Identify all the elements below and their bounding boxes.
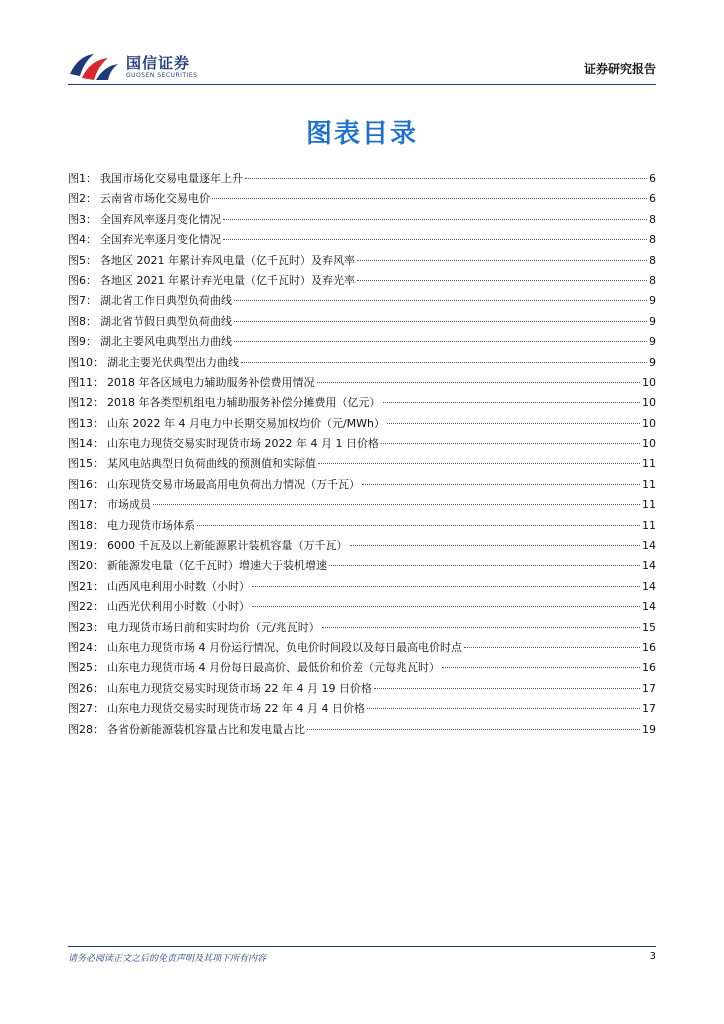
toc-entry-page: 9 — [649, 314, 656, 328]
toc-leader-dots — [252, 606, 640, 607]
toc-entry-title: 全国弃风率逐月变化情况 — [100, 212, 221, 226]
guosen-logo-icon — [68, 50, 120, 82]
toc-entry-page: 19 — [642, 722, 656, 736]
toc-entry-number: 图11： — [68, 375, 104, 389]
toc-entry[interactable] — [68, 659, 656, 679]
toc-entry[interactable] — [68, 700, 656, 720]
toc-title: 图表目录 — [305, 119, 418, 149]
toc-entry-title: 山西光伏利用小时数（小时） — [107, 600, 250, 614]
toc-entry-number: 图14： — [68, 437, 104, 451]
toc-entry-number: 图21： — [68, 579, 104, 593]
toc-entry[interactable] — [68, 557, 656, 577]
toc-entry-page: 16 — [642, 640, 656, 654]
toc-entry[interactable] — [68, 598, 656, 618]
toc-leader-dots — [464, 647, 640, 648]
toc-leader-dots — [234, 321, 647, 322]
toc-entry-number: 图6： — [68, 273, 97, 287]
toc-entry-title: 山东电力现货市场 4 月份运行情况、负电价时间段以及每日最高电价时点 — [107, 640, 462, 654]
toc-entry-page: 14 — [642, 579, 656, 593]
toc-entry-title: 电力现货市场体系 — [107, 518, 195, 532]
toc-leader-dots — [329, 565, 640, 566]
toc-entry[interactable] — [68, 252, 656, 272]
toc-entry-page: 10 — [642, 437, 656, 451]
toc-entry-number: 图15： — [68, 457, 104, 471]
toc-entry-number: 图9： — [68, 335, 97, 349]
toc-leader-dots — [322, 627, 640, 628]
toc-entry-page: 9 — [649, 355, 656, 369]
toc-entry[interactable] — [68, 721, 656, 741]
toc-entry-page: 11 — [642, 457, 656, 471]
toc-entry-number: 图2： — [68, 192, 97, 206]
toc-entry[interactable] — [68, 190, 656, 210]
toc-entry-title: 电力现货市场日前和实时均价（元/兆瓦时） — [107, 620, 320, 634]
toc-entry[interactable] — [68, 272, 656, 292]
toc-entry-page: 11 — [642, 518, 656, 532]
toc-entry[interactable] — [68, 211, 656, 231]
toc-entry-title: 山东现货交易市场最高用电负荷出力情况（万千瓦） — [107, 477, 360, 491]
toc-entry[interactable] — [68, 435, 656, 455]
table-of-figures — [68, 170, 656, 741]
toc-entry-page: 14 — [642, 539, 656, 553]
footer-divider — [68, 946, 656, 947]
page-number: 3 — [649, 951, 656, 962]
toc-entry-title: 山东电力现货交易实时现货市场 22 年 4 月 4 日价格 — [107, 702, 365, 716]
toc-entry[interactable] — [68, 354, 656, 374]
toc-entry[interactable] — [68, 313, 656, 333]
toc-entry-number: 图13： — [68, 416, 104, 430]
toc-entry-title: 山东电力现货交易实时现货市场 22 年 4 月 19 日价格 — [107, 681, 372, 695]
toc-leader-dots — [223, 239, 647, 240]
toc-entry-number: 图20： — [68, 559, 104, 573]
toc-entry[interactable] — [68, 333, 656, 353]
toc-leader-dots — [357, 280, 647, 281]
guosen-logo — [68, 48, 208, 84]
toc-entry-title: 湖北主要风电典型出力曲线 — [100, 335, 232, 349]
toc-entry-page: 9 — [649, 335, 656, 349]
toc-leader-dots — [212, 198, 647, 199]
footer-disclaimer: 请务必阅读正文之后的免责声明及其项下所有内容 — [68, 954, 267, 964]
toc-entry-title: 湖北主要光伏典型出力曲线 — [107, 355, 239, 369]
toc-entry-number: 图25： — [68, 661, 104, 675]
toc-entry-page: 14 — [642, 600, 656, 614]
toc-leader-dots — [223, 219, 647, 220]
toc-entry-page: 6 — [649, 172, 656, 185]
toc-leader-dots — [317, 382, 641, 383]
toc-leader-dots — [234, 300, 647, 301]
toc-entry-number: 图5： — [68, 253, 97, 267]
toc-entry-title: 市场成员 — [107, 498, 151, 512]
toc-leader-dots — [387, 423, 640, 424]
toc-entry-page: 6 — [649, 192, 656, 206]
toc-entry[interactable] — [68, 170, 656, 190]
toc-entry-title: 2018 年各区域电力辅助服务补偿费用情况 — [107, 375, 315, 389]
toc-entry-page: 10 — [642, 375, 656, 389]
toc-entry[interactable] — [68, 680, 656, 700]
toc-entry-title: 云南省市场化交易电价 — [100, 192, 210, 206]
toc-leader-dots — [197, 525, 640, 526]
toc-entry-number: 图1： — [68, 172, 97, 185]
toc-entry[interactable] — [68, 639, 656, 659]
toc-entry[interactable] — [68, 517, 656, 537]
toc-leader-dots — [350, 545, 641, 546]
toc-leader-dots — [234, 341, 647, 342]
toc-entry-number: 图18： — [68, 518, 104, 532]
toc-leader-dots — [374, 688, 640, 689]
toc-entry-title: 新能源发电量（亿千瓦时）增速大于装机增速 — [107, 559, 327, 573]
toc-entry-title: 各省份新能源装机容量占比和发电量占比 — [107, 722, 305, 736]
toc-entry-number: 图8： — [68, 314, 97, 328]
toc-entry-number: 图19： — [68, 539, 104, 553]
toc-leader-dots — [362, 484, 640, 485]
toc-entry-page: 8 — [649, 233, 656, 247]
toc-leader-dots — [252, 586, 640, 587]
toc-entry[interactable] — [68, 496, 656, 516]
toc-leader-dots — [318, 463, 640, 464]
toc-entry[interactable] — [68, 619, 656, 639]
toc-entry-page: 10 — [642, 416, 656, 430]
toc-entry-number: 图10： — [68, 355, 104, 369]
toc-leader-dots — [381, 443, 640, 444]
toc-entry-page: 15 — [642, 620, 656, 634]
toc-entry-title: 山东电力现货交易实时现货市场 2022 年 4 月 1 日价格 — [107, 437, 379, 451]
toc-leader-dots — [307, 729, 640, 730]
toc-entry-title: 各地区 2021 年累计弃光电量（亿千瓦时）及弃光率 — [100, 273, 355, 287]
toc-entry[interactable] — [68, 455, 656, 475]
toc-entry-page: 11 — [642, 477, 656, 491]
toc-leader-dots — [245, 178, 647, 179]
toc-entry[interactable] — [68, 578, 656, 598]
toc-entry-page: 11 — [642, 498, 656, 512]
toc-entry[interactable] — [68, 231, 656, 251]
toc-entry-number: 图7： — [68, 294, 97, 308]
toc-leader-dots — [442, 667, 640, 668]
toc-entry-page: 9 — [649, 294, 656, 308]
toc-entry-page: 17 — [642, 702, 656, 716]
toc-entry-number: 图22： — [68, 600, 104, 614]
toc-entry-number: 图28： — [68, 722, 104, 736]
logo-text-cn: 国信证券 — [126, 54, 191, 72]
toc-entry-title: 某风电站典型日负荷曲线的预测值和实际值 — [107, 457, 316, 471]
toc-entry-number: 图17： — [68, 498, 104, 512]
report-type-label: 证券研究报告 — [583, 62, 656, 76]
toc-leader-dots — [241, 362, 647, 363]
logo-text-en: GUOSEN SECURITIES — [126, 72, 198, 79]
toc-leader-dots — [357, 260, 647, 261]
toc-entry-page: 14 — [642, 559, 656, 573]
toc-entry-page: 8 — [649, 253, 656, 267]
toc-entry-number: 图24： — [68, 640, 104, 654]
toc-entry-number: 图27： — [68, 702, 104, 716]
header-divider — [68, 84, 656, 85]
toc-leader-dots — [383, 402, 641, 403]
page-header — [68, 44, 656, 86]
toc-entry-title: 山西风电利用小时数（小时） — [107, 579, 250, 593]
toc-leader-dots — [153, 504, 640, 505]
toc-entry-title: 湖北省节假日典型负荷曲线 — [100, 314, 232, 328]
toc-entry-title: 2018 年各类型机组电力辅助服务补偿分摊费用（亿元） — [107, 396, 381, 410]
toc-entry-page: 10 — [642, 396, 656, 410]
toc-entry-number: 图16： — [68, 477, 104, 491]
toc-leader-dots — [367, 708, 640, 709]
toc-entry[interactable] — [68, 415, 656, 435]
toc-entry-page: 16 — [642, 661, 656, 675]
toc-entry-page: 8 — [649, 273, 656, 287]
toc-entry-number: 图23： — [68, 620, 104, 634]
toc-entry-title: 湖北省工作日典型负荷曲线 — [100, 294, 232, 308]
toc-entry[interactable] — [68, 394, 656, 414]
toc-entry-title: 全国弃光率逐月变化情况 — [100, 233, 221, 247]
toc-entry-number: 图12： — [68, 396, 104, 410]
toc-entry-page: 17 — [642, 681, 656, 695]
toc-entry-title: 山东 2022 年 4 月电力中长期交易加权均价（元/MWh） — [107, 416, 386, 430]
toc-entry[interactable] — [68, 292, 656, 312]
toc-entry[interactable] — [68, 476, 656, 496]
toc-entry[interactable] — [68, 374, 656, 394]
toc-entry-title: 各地区 2021 年累计弃风电量（亿千瓦时）及弃风率 — [100, 253, 355, 267]
toc-entry-page: 8 — [649, 212, 656, 226]
toc-entry-title: 6000 千瓦及以上新能源累计装机容量（万千瓦） — [107, 539, 348, 553]
toc-entry-number: 图3： — [68, 212, 97, 226]
toc-entry-title: 山东电力现货市场 4 月份每日最高价、最低价和价差（元每兆瓦时） — [107, 661, 440, 675]
toc-entry-number: 图4： — [68, 233, 97, 247]
toc-entry-number: 图26： — [68, 681, 104, 695]
toc-entry-title: 我国市场化交易电量逐年上升 — [100, 172, 243, 185]
toc-entry[interactable] — [68, 537, 656, 557]
